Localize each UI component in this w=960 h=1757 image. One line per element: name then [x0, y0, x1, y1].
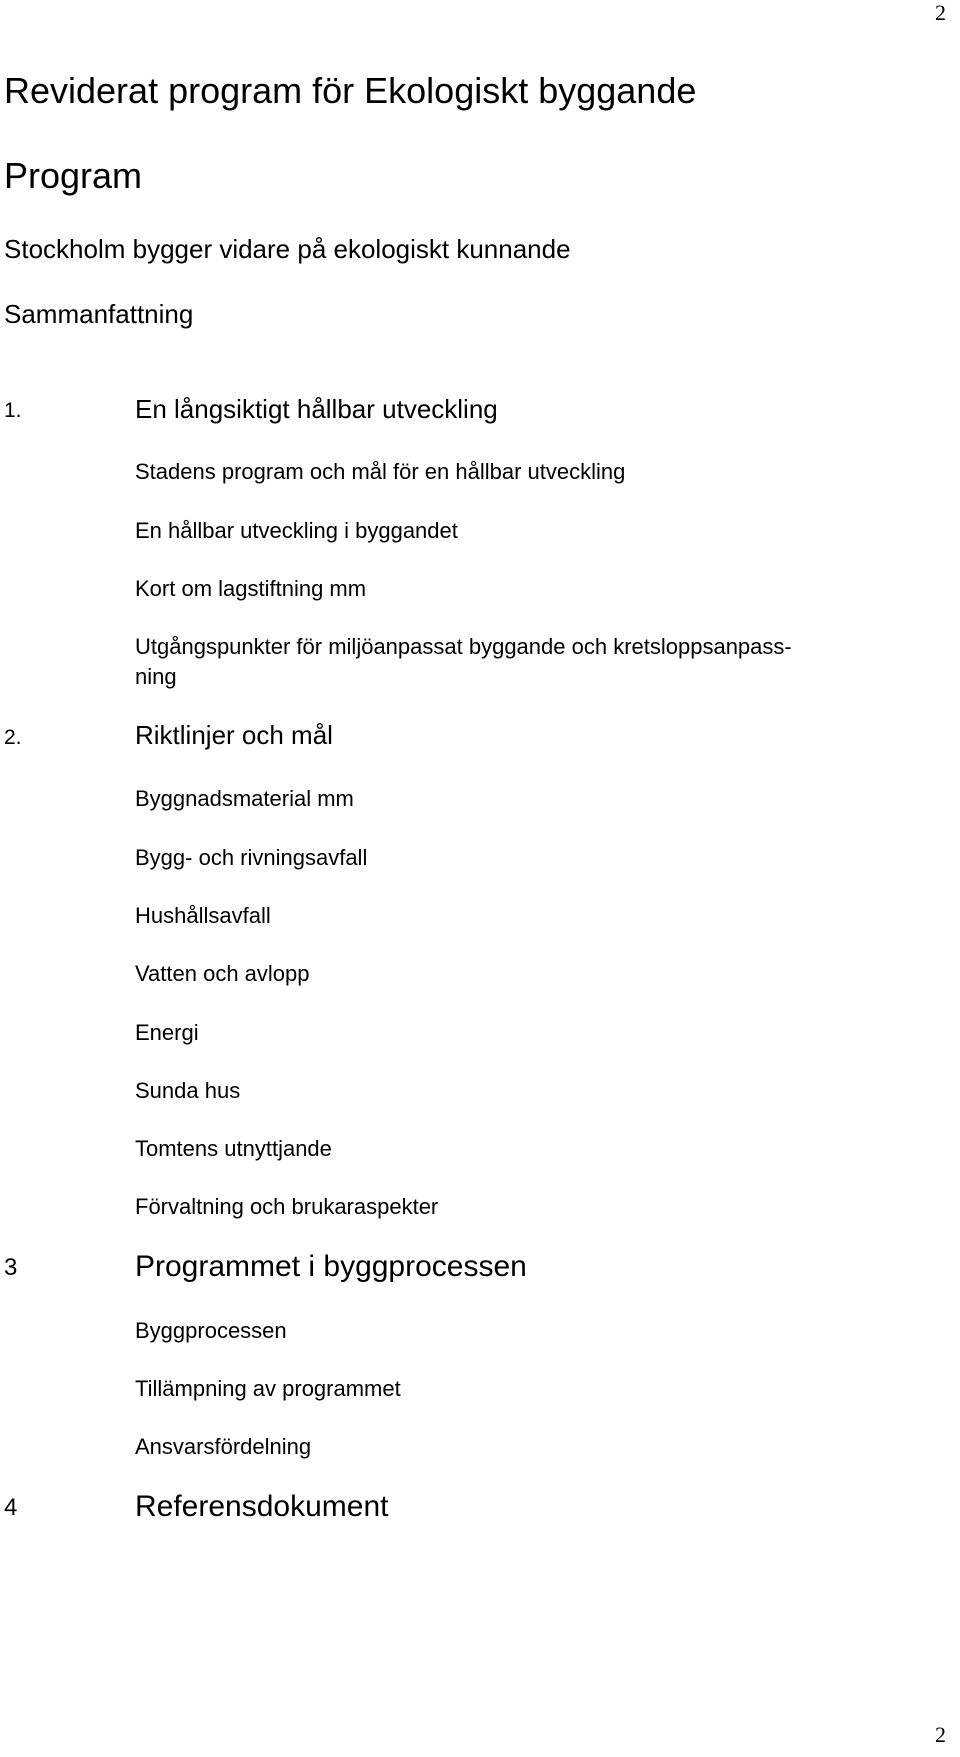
- section-3-item: Byggprocessen: [135, 1318, 287, 1343]
- section-4-title: Referensdokument: [135, 1490, 389, 1523]
- section-3-item: Ansvarsfördelning: [135, 1434, 312, 1459]
- section-2-item: Tomtens utnyttjande: [135, 1136, 332, 1161]
- section-2-item: Byggnadsmaterial mm: [135, 786, 354, 811]
- section-4-number: 4: [4, 1494, 18, 1521]
- section-1-number: 1.: [4, 399, 22, 422]
- section-1-item: Stadens program och mål för en hållbar utveckling: [135, 459, 626, 484]
- page-number-top: 2: [935, 0, 946, 25]
- section-2-item: Förvaltning och brukaraspekter: [135, 1194, 439, 1219]
- page-number-bottom: 2: [935, 1722, 946, 1747]
- section-2-item: Vatten och avlopp: [135, 961, 310, 986]
- document-subtitle: Stockholm bygger vidare på ekologiskt kunnande: [4, 234, 571, 264]
- section-1-item: En hållbar utveckling i byggandet: [135, 518, 458, 543]
- section-1-item: Kort om lagstiftning mm: [135, 576, 367, 601]
- section-2-number: 2.: [4, 726, 22, 749]
- section-3-number: 3: [4, 1254, 18, 1281]
- section-2-item: Sunda hus: [135, 1078, 241, 1103]
- summary-heading: Sammanfattning: [4, 299, 194, 329]
- program-heading: Program: [4, 155, 143, 196]
- section-1-item: ning: [135, 664, 177, 689]
- section-2-item: Energi: [135, 1020, 199, 1045]
- section-2-title: Riktlinjer och mål: [135, 720, 333, 750]
- section-1-title: En långsiktigt hållbar utveckling: [135, 394, 498, 424]
- section-3-title: Programmet i byggprocessen: [135, 1250, 527, 1283]
- section-2-item: Hushållsavfall: [135, 903, 271, 928]
- document-title: Reviderat program för Ekologiskt byggande: [4, 70, 697, 111]
- section-2-item: Bygg- och rivningsavfall: [135, 845, 368, 870]
- section-1-item: Utgångspunkter för miljöanpassat byggande och kretsloppsanpass-: [135, 634, 792, 659]
- section-3-item: Tillämpning av programmet: [135, 1376, 401, 1401]
